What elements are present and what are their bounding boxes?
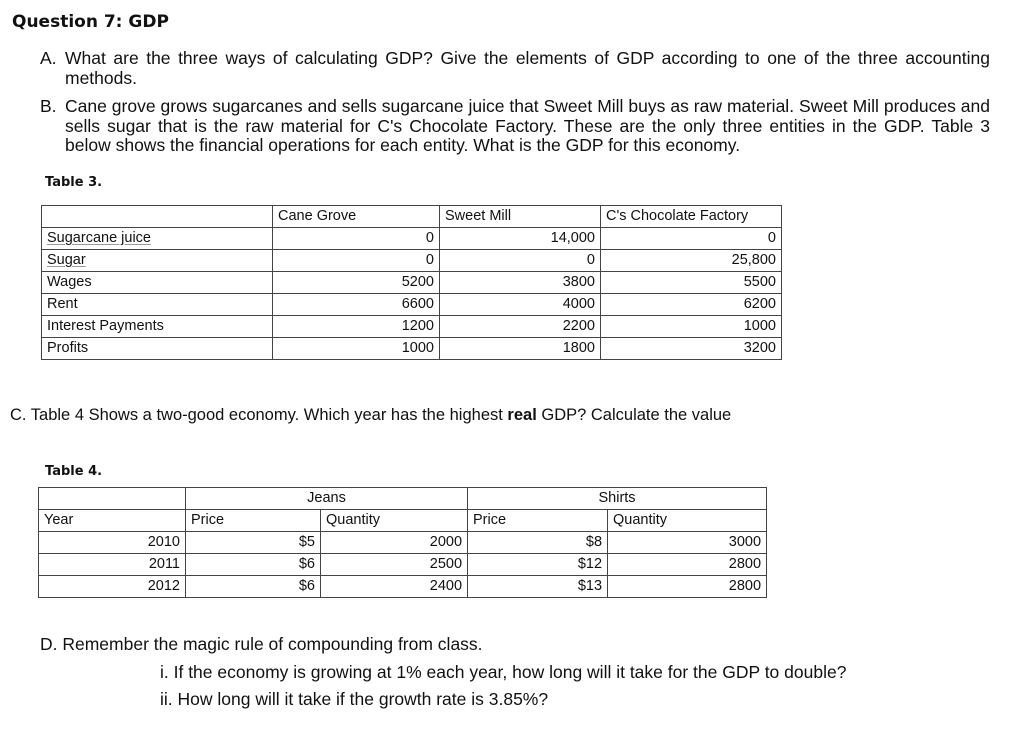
table-cell: $12: [468, 554, 608, 576]
table-cell: 2010: [39, 532, 186, 554]
table-cell: $5: [186, 532, 321, 554]
table-cell: $8: [468, 532, 608, 554]
part-c-suffix: GDP? Calculate the value: [536, 406, 732, 424]
part-a-text: What are the three ways of calculating GDP? Give the elements of GDP according to one of the three accounting methods.: [65, 48, 990, 88]
row-label: Sugarcane juice: [42, 228, 273, 250]
table-cell: 3200: [601, 338, 782, 360]
table-header-cell: Quantity: [608, 510, 767, 532]
table-cell: 3800: [440, 272, 601, 294]
part-b: [40, 97, 990, 156]
row-label: Interest Payments: [42, 316, 273, 338]
table-header-cell: Price: [186, 510, 321, 532]
table-cell: 25,800: [601, 250, 782, 272]
table-cell: 6200: [601, 294, 782, 316]
table-cell: 1800: [440, 338, 601, 360]
table-cell: 2200: [440, 316, 601, 338]
table-row: [42, 250, 782, 272]
goods-header-shirts: Shirts: [468, 488, 767, 510]
table-header-cell: Year: [39, 510, 186, 532]
table-header-cell: Price: [468, 510, 608, 532]
table-cell: 1000: [273, 338, 440, 360]
table-cell: 0: [440, 250, 601, 272]
part-c: [10, 406, 731, 425]
table-header-cell: Quantity: [321, 510, 468, 532]
table-cell: 6600: [273, 294, 440, 316]
part-c-prefix: C. Table 4 Shows a two-good economy. Which year has the highest: [10, 406, 508, 424]
table-header-row: [42, 206, 782, 228]
part-b-text: Cane grove grows sugarcanes and sells sugarcane juice that Sweet Mill buys as raw material. Sweet Mill produces and sells sugar that is the raw material for C's Chocolate Factory. These are the only three entities in the GDP. Table 3 below shows the financial operations for each entity. What is the GDP for this economy.: [65, 96, 990, 155]
table-cell: 1200: [273, 316, 440, 338]
part-a: [40, 49, 990, 88]
row-label: Profits: [42, 338, 273, 360]
table-header-cell: Cane Grove: [273, 206, 440, 228]
table-cell: 2500: [321, 554, 468, 576]
table-row: [39, 576, 767, 598]
table-cell: 3000: [608, 532, 767, 554]
part-d: D. Remember the magic rule of compounding from class.: [40, 634, 483, 654]
table-cell: 2400: [321, 576, 468, 598]
table-3: [41, 205, 782, 360]
goods-header-jeans: Jeans: [186, 488, 468, 510]
table-header-cell: Sweet Mill: [440, 206, 601, 228]
part-c-bold: real: [507, 406, 537, 424]
table-cell: 2800: [608, 554, 767, 576]
table-cell: 5500: [601, 272, 782, 294]
table-cell: 2000: [321, 532, 468, 554]
table-row: [42, 294, 782, 316]
table-cell: 2012: [39, 576, 186, 598]
table-cell: $6: [186, 576, 321, 598]
part-d-ii: ii. How long will it take if the growth rate is 3.85%?: [160, 689, 549, 709]
table-row: [42, 316, 782, 338]
table-cell: 5200: [273, 272, 440, 294]
table-row: [39, 554, 767, 576]
table-cell: 0: [273, 228, 440, 250]
table-header-cell: [42, 206, 273, 228]
table-row: [42, 338, 782, 360]
table-row: [39, 532, 767, 554]
table-cell: 2800: [608, 576, 767, 598]
table-header-cell: C's Chocolate Factory: [601, 206, 782, 228]
table-cell: $6: [186, 554, 321, 576]
row-label: Rent: [42, 294, 273, 316]
table-cell: 2011: [39, 554, 186, 576]
row-label: Sugar: [42, 250, 273, 272]
question-title: Question 7: GDP: [12, 12, 169, 32]
row-label: Wages: [42, 272, 273, 294]
table-cell: 4000: [440, 294, 601, 316]
sub-header-row: [39, 510, 767, 532]
goods-header-row: [39, 488, 767, 510]
table-cell: 14,000: [440, 228, 601, 250]
table-cell: $13: [468, 576, 608, 598]
part-b-label: B.: [40, 96, 57, 116]
table-row: [42, 228, 782, 250]
table-cell: 0: [601, 228, 782, 250]
table3-label: Table 3.: [45, 175, 103, 190]
table-row: [42, 272, 782, 294]
table-cell: 0: [273, 250, 440, 272]
table4-label: Table 4.: [45, 464, 103, 479]
part-a-label: A.: [40, 48, 57, 68]
table-header-cell: [39, 488, 186, 510]
table-4: [38, 487, 767, 598]
part-d-i: i. If the economy is growing at 1% each year, how long will it take for the GDP to double?: [160, 662, 847, 682]
table-cell: 1000: [601, 316, 782, 338]
